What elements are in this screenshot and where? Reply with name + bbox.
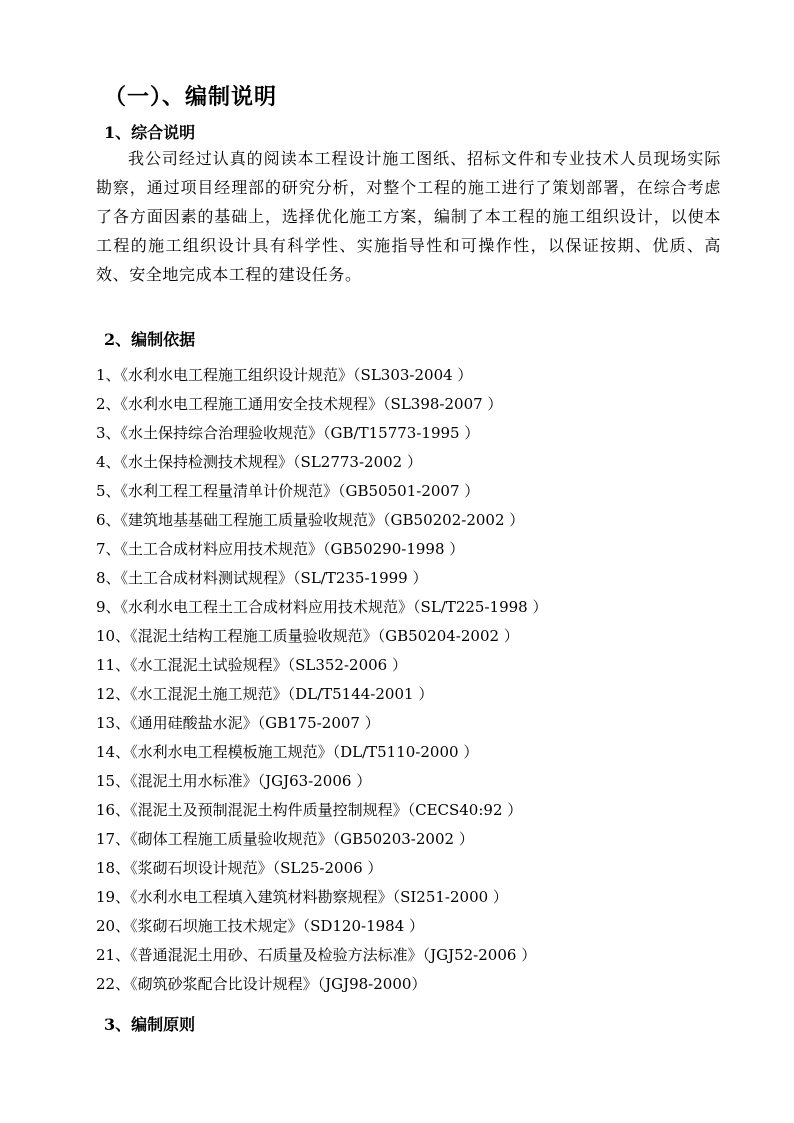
reference-item: 3、《水土保持综合治理验收规范》（GB/T15773-1995 ） — [96, 424, 480, 442]
reference-item: 19、《水利水电工程填入建筑材料勘察规程》（SI251-2000 ） — [96, 888, 508, 906]
section-title-references: 2、编制依据 — [104, 330, 196, 349]
reference-item: 10、《混泥土结构工程施工质量验收规范》（GB50204-2002 ） — [96, 627, 519, 645]
reference-item: 7、《土工合成材料应用技术规范》（GB50290-1998 ） — [96, 540, 465, 558]
reference-item: 17、《砌体工程施工质量验收规范》（GB50203-2002 ） — [96, 830, 474, 848]
reference-list — [96, 361, 736, 999]
document-heading: （一）、编制说明 — [104, 84, 278, 110]
reference-item: 5、《水利工程工程量清单计价规范》（GB50501-2007 ） — [96, 482, 480, 500]
reference-item: 15、《混泥土用水标准》（JGJ63-2006 ） — [96, 772, 372, 790]
reference-item: 18、《浆砌石坝设计规范》（SL25-2006 ） — [96, 859, 383, 877]
reference-item: 16、《混泥土及预制混泥土构件质量控制规程》（CECS40:92 ） — [96, 801, 523, 819]
section-title-principles: 3、编制原则 — [104, 1015, 196, 1034]
reference-item: 12、《水工混泥土施工规范》（DL/T5144-2001 ） — [96, 685, 434, 703]
section-title-overview: 1、综合说明 — [104, 123, 196, 142]
reference-item: 14、《水利水电工程模板施工规范》（DL/T5110-2000 ） — [96, 743, 479, 761]
reference-item: 20、《浆砌石坝施工技术规定》（SD120-1984 ） — [96, 917, 425, 935]
reference-item: 2、《水利水电工程施工通用安全技术规程》（SL398-2007 ） — [96, 395, 503, 413]
reference-item: 6、《建筑地基基础工程施工质量验收规范》（GB50202-2002 ） — [96, 511, 525, 529]
overview-paragraph: 我公司经过认真的阅读本工程设计施工图纸、招标文件和专业技术人员现场实际勘察，通过项目经理部的研究分析，对整个工程的施工进行了策划部署，在综合考虑了各方面因素的基础上，选择优化施工方案，编制了本工程的施工组织设计，以使本工程的施工组织设计具有科学性、实施指导性和可操作性，以保证按期、优质、高效、安全地完成本工程的建设任务。 — [96, 149, 721, 284]
reference-item: 11、《水工混泥土试验规程》（SL352-2006 ） — [96, 656, 407, 674]
reference-item: 22、《砌筑砂浆配合比设计规程》（JGJ98-2000） — [96, 975, 427, 993]
reference-item: 8、《土工合成材料测试规程》（SL/T235-1999 ） — [96, 569, 428, 587]
reference-item: 9、《水利水电工程土工合成材料应用技术规范》（SL/T225-1998 ） — [96, 598, 548, 616]
reference-item: 4、《水土保持检测技术规程》（SL2773-2002 ） — [96, 453, 422, 471]
reference-item: 1、《水利水电工程施工组织设计规范》（SL303-2004 ） — [96, 366, 473, 384]
reference-item: 13、《通用硅酸盐水泥》（GB175-2007 ） — [96, 714, 380, 732]
reference-item: 21、《普通混泥土用砂、石质量及检验方法标准》（JGJ52-2006 ） — [96, 946, 537, 964]
